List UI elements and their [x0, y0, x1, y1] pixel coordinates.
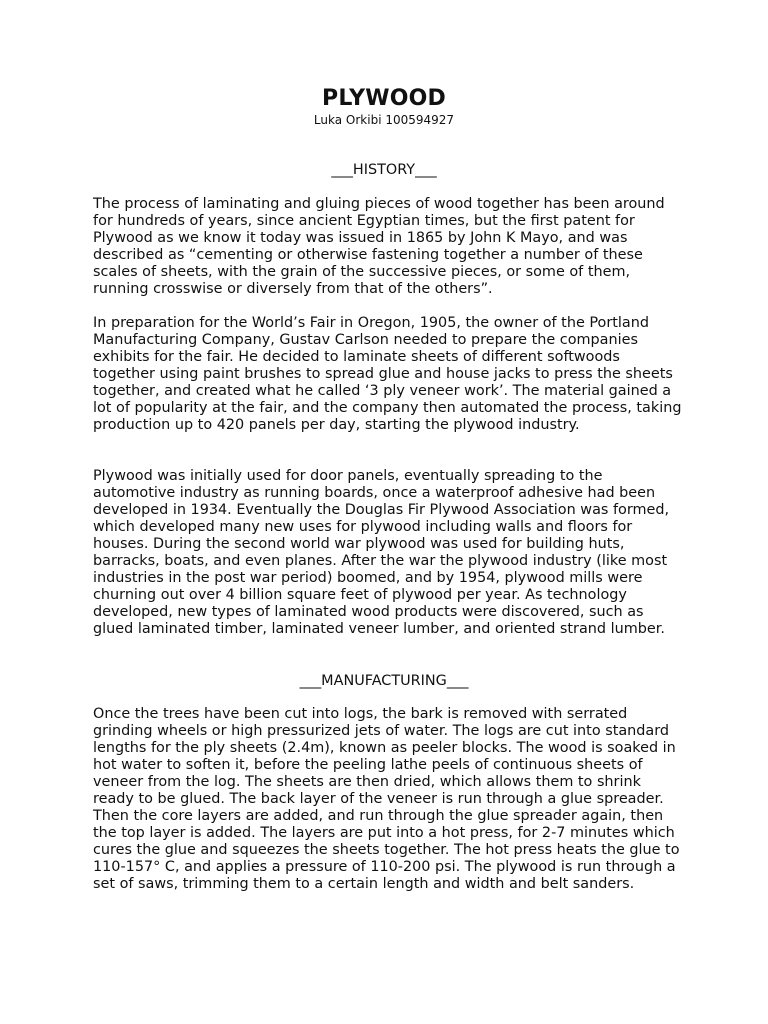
manufacturing-heading: ___MANUFACTURING___ [299, 673, 469, 689]
history-paragraph-2: In preparation for the World’s Fair in Oregon, 1905, the owner of the Portland Manufacturing Company, Gustav Carlson needed to prepare the companies exhibits for the fair. He decided to laminate sheets of different softwoods together using paint brushes to spread glue and house jacks to press the sheets together, and created what he called ‘3 ply veneer work’. The material gained a lot of popularity at the fair, and the company then automated the process, taking production up to 420 panels per day, starting the plywood industry. [93, 315, 682, 433]
history-paragraph-1: The process of laminating and gluing pieces of wood together has been around for hundreds of years, since ancient Egyptian times, but the first patent for Plywood as we know it today was issued in 1865 by John K Mayo, and was described as “cementing or otherwise fastening together a number of these scales of sheets, with the grain of the successive pieces, or some of them, running crosswise or diversely from that of the others”. [93, 196, 665, 297]
history-paragraph-3: Plywood was initially used for door panels, eventually spreading to the automotive industry as running boards, once a waterproof adhesive had been developed in 1934. Eventually the Douglas Fir Plywood Association was formed, which developed many new uses for plywood including walls and floors for houses. During the second world war plywood was used for building huts, barracks, boats, and even planes. After the war the plywood industry (like most industries in the post war period) boomed, and by 1954, plywood mills were churning out over 4 billion square feet of plywood per year. As technology developed, new types of laminated wood products were discovered, such as glued laminated timber, laminated veneer lumber, and oriented strand lumber. [93, 468, 670, 637]
document-title: PLYWOOD [322, 86, 446, 111]
author-line: Luka Orkibi 100594927 [313, 113, 455, 127]
history-heading: ___HISTORY___ [331, 162, 437, 178]
manufacturing-paragraph-1: Once the trees have been cut into logs, the bark is removed with serrated grinding wheels or high pressurized jets of water. The logs are cut into standard lengths for the ply sheets (2.4m), known as peeler blocks. The wood is soaked in hot water to soften it, before the peeling lathe peels of continuous sheets of veneer from the log. The sheets are then dried, which allows them to shrink ready to be glued. The back layer of the veneer is run through a glue spreader. Then the core layers are added, and run through the glue spreader again, then the top layer is added. The layers are put into a hot press, for 2-7 minutes which cures the glue and squeezes the sheets together. The hot press heats the glue to 110-157° C, and applies a pressure of 110-200 psi. The plywood is run through a set of saws, trimming them to a certain length and width and belt sanders. [93, 706, 680, 892]
